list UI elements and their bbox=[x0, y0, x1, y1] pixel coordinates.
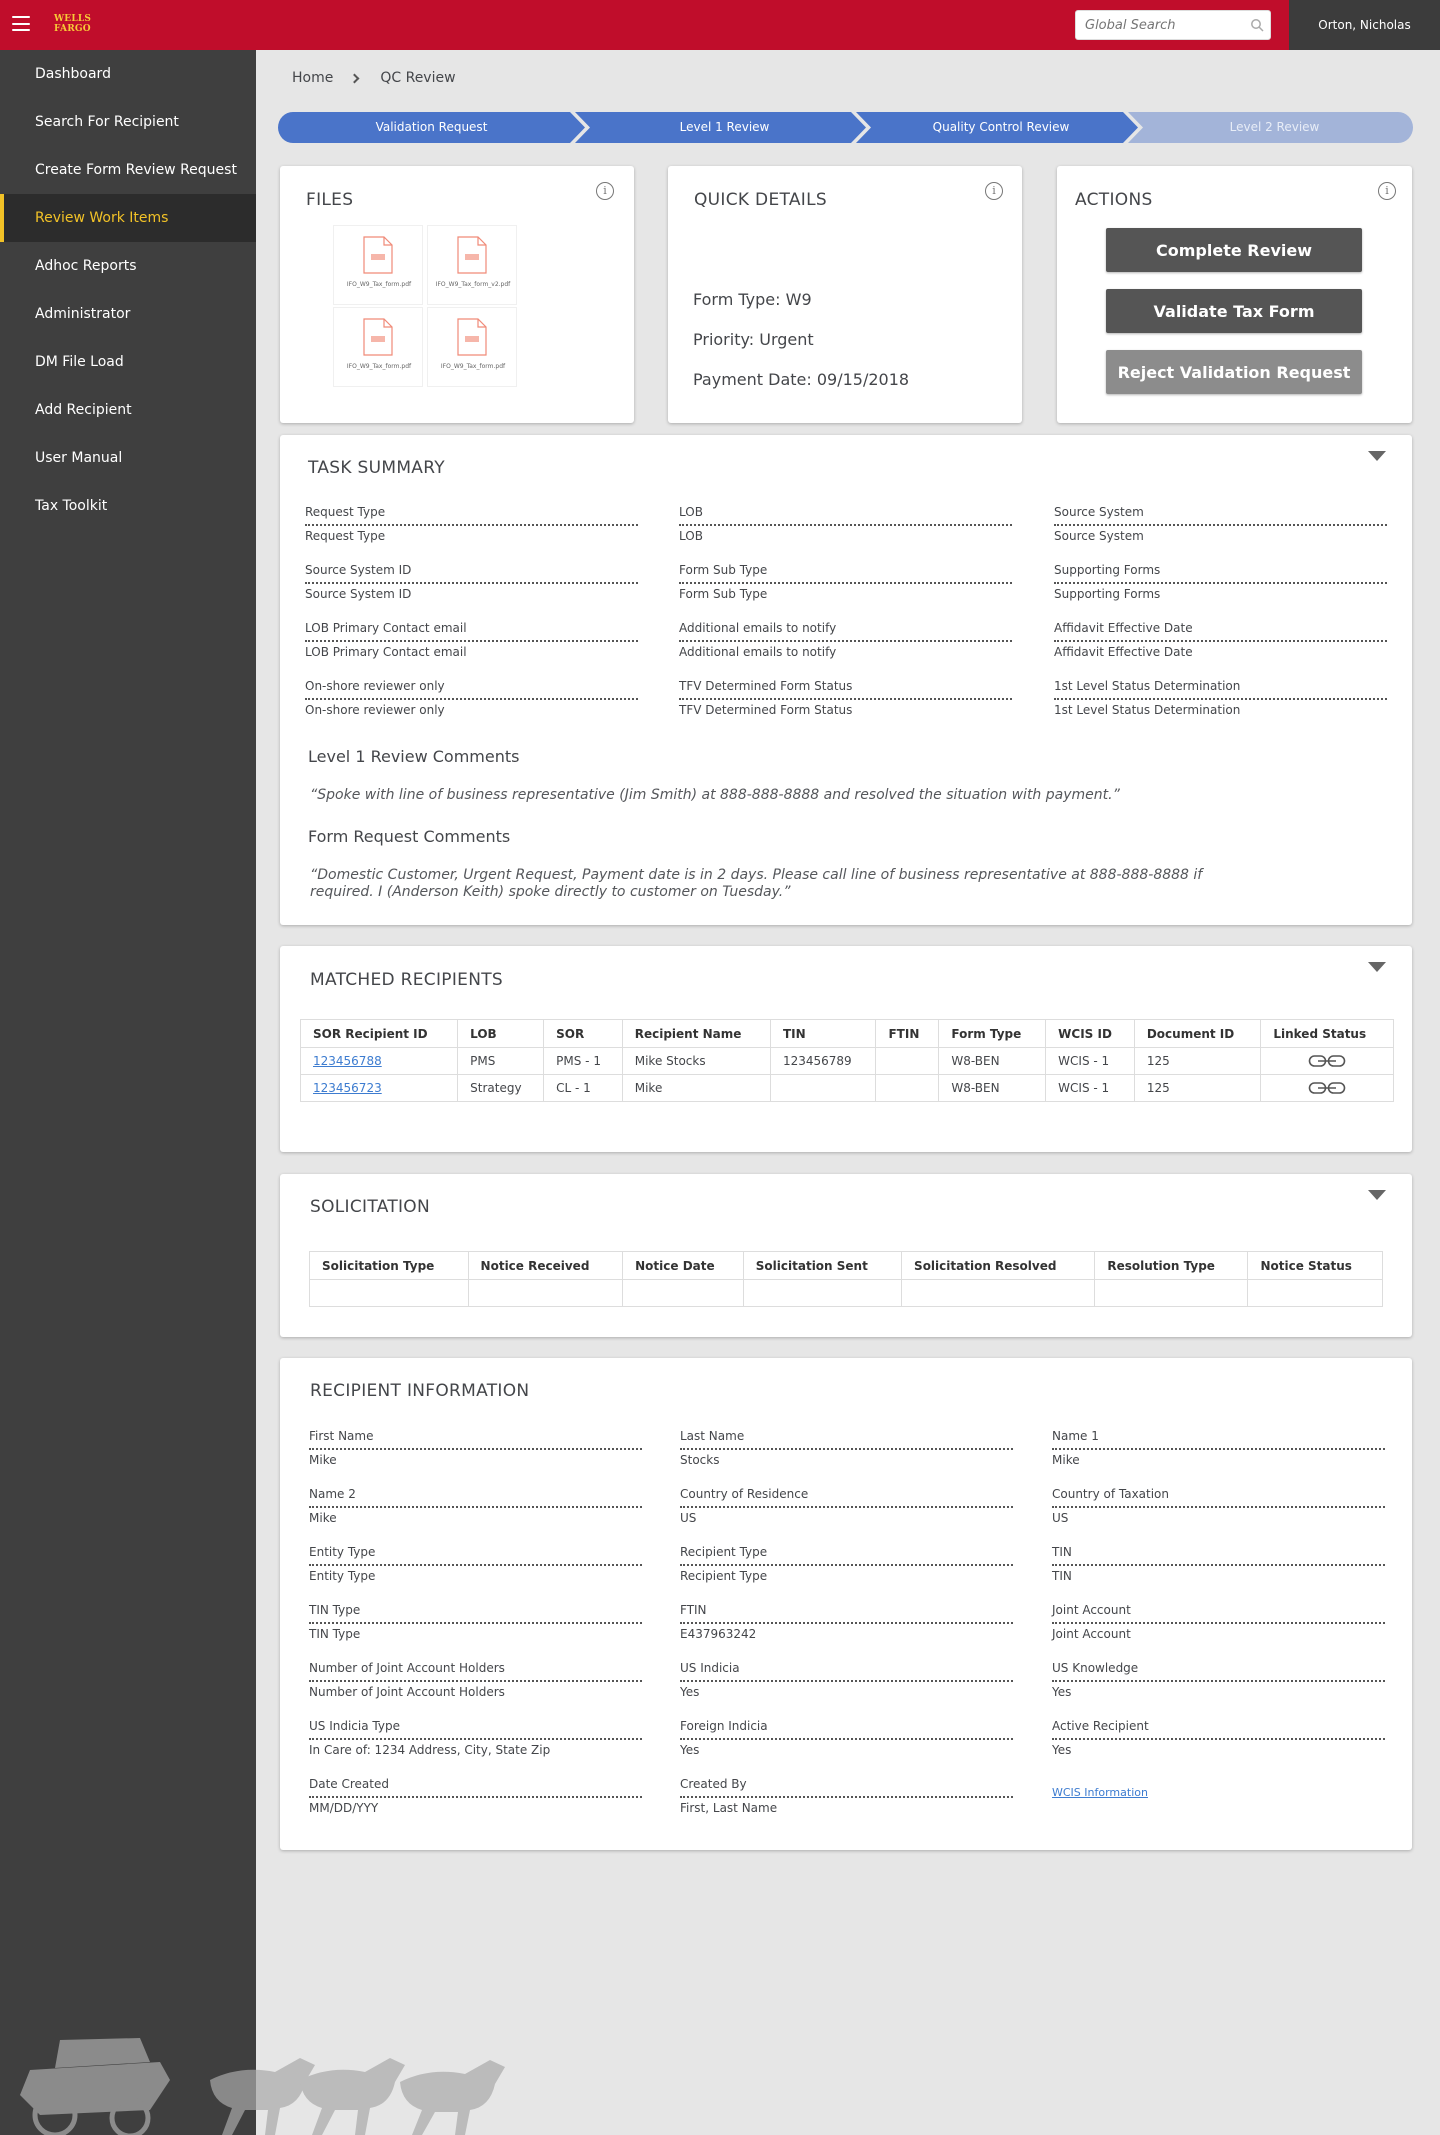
file-name: IFO_W9_Tax_form.pdf bbox=[346, 281, 412, 288]
matched-recipients-card bbox=[280, 946, 1412, 1152]
field-value: Recipient Type bbox=[680, 1569, 768, 1583]
field-label: Joint Account bbox=[1052, 1603, 1385, 1624]
info-icon[interactable]: i bbox=[985, 182, 1003, 200]
sidebar bbox=[0, 50, 256, 2135]
field-value: Request Type bbox=[305, 529, 386, 543]
sidebar-item-dashboard[interactable]: Dashboard bbox=[35, 66, 111, 82]
breadcrumb bbox=[292, 70, 456, 86]
step-level-2-review[interactable]: Level 2 Review bbox=[1229, 120, 1320, 134]
field-value: Yes bbox=[1052, 1685, 1072, 1699]
complete-review-button[interactable]: Complete Review bbox=[1106, 228, 1362, 272]
hamburger-menu-icon[interactable] bbox=[12, 16, 30, 31]
field-lob-primary-contact-email bbox=[305, 621, 638, 659]
column-header-solicitation-type[interactable]: Solicitation Type bbox=[310, 1252, 469, 1280]
table-cell bbox=[876, 1048, 939, 1075]
level-1-comments-heading: Level 1 Review Comments bbox=[308, 747, 520, 766]
column-header-document-id[interactable]: Document ID bbox=[1134, 1020, 1261, 1048]
sidebar-item-user-manual[interactable]: User Manual bbox=[35, 450, 123, 466]
column-header-sor[interactable]: SOR bbox=[544, 1020, 623, 1048]
field-label: TIN bbox=[1052, 1545, 1385, 1566]
recipient-information-card bbox=[280, 1358, 1412, 1850]
field-label: Additional emails to notify bbox=[679, 621, 1012, 642]
search-icon[interactable] bbox=[1250, 18, 1264, 32]
field-label: Country of Taxation bbox=[1052, 1487, 1385, 1508]
file-name: IFO_W9_Tax_form.pdf bbox=[346, 363, 412, 370]
table-cell bbox=[1248, 1280, 1383, 1307]
field-value: Mike bbox=[1052, 1453, 1080, 1467]
column-header-ftin[interactable]: FTIN bbox=[876, 1020, 939, 1048]
field-label: TIN Type bbox=[309, 1603, 642, 1624]
field-value: TIN Type bbox=[309, 1627, 361, 1641]
field-value: TFV Determined Form Status bbox=[679, 703, 853, 717]
field-first-name bbox=[309, 1429, 642, 1467]
column-header-wcis-id[interactable]: WCIS ID bbox=[1046, 1020, 1135, 1048]
field-name-2 bbox=[309, 1487, 642, 1525]
chevron-right-icon bbox=[350, 73, 360, 83]
table-cell: 125 bbox=[1134, 1048, 1261, 1075]
field-label: US Indicia bbox=[680, 1661, 1013, 1682]
table-header-row bbox=[310, 1252, 1383, 1280]
table-cell bbox=[902, 1280, 1095, 1307]
field-label: FTIN bbox=[680, 1603, 1013, 1624]
field-label: Name 1 bbox=[1052, 1429, 1385, 1450]
field-label: First Name bbox=[309, 1429, 642, 1450]
sidebar-item-tax-toolkit[interactable]: Tax Toolkit bbox=[35, 498, 108, 514]
field-affidavit-effective-date bbox=[1054, 621, 1387, 659]
quick-details-card bbox=[668, 166, 1022, 423]
field-value: Mike bbox=[309, 1511, 337, 1525]
task-summary-card bbox=[280, 435, 1412, 925]
form-request-comment-line-1: “Domestic Customer, Urgent Request, Payment date is in 2 days. Please call line of business representative at 888-888-8888 if bbox=[310, 867, 1203, 883]
breadcrumb-current: QC Review bbox=[380, 70, 456, 86]
info-icon[interactable]: i bbox=[596, 182, 614, 200]
field-source-system bbox=[1054, 505, 1387, 543]
field-entity-type bbox=[309, 1545, 642, 1583]
field-value: On-shore reviewer only bbox=[305, 703, 445, 717]
table-cell: Mike Stocks bbox=[622, 1048, 770, 1075]
field-form-sub-type bbox=[679, 563, 1012, 601]
field-label: Date Created bbox=[309, 1777, 642, 1798]
sidebar-item-search-for-recipient[interactable]: Search For Recipient bbox=[35, 114, 179, 130]
field-recipient-type bbox=[680, 1545, 1013, 1583]
actions-card bbox=[1057, 166, 1412, 423]
step-validation-request[interactable]: Validation Request bbox=[375, 120, 488, 134]
field-value: Mike bbox=[309, 1453, 337, 1467]
level-1-comment: “Spoke with line of business representative (Jim Smith) at 888-888-8888 and resolved the situation with payment.” bbox=[310, 787, 1120, 803]
global-search bbox=[1075, 10, 1271, 40]
field-value: Source System bbox=[1054, 529, 1144, 543]
field-label: US Knowledge bbox=[1052, 1661, 1385, 1682]
global-search-input[interactable] bbox=[1085, 11, 1245, 39]
sor-recipient-id-link[interactable]: 123456788 bbox=[313, 1054, 382, 1068]
field-label: Supporting Forms bbox=[1054, 563, 1387, 584]
field-label: Active Recipient bbox=[1052, 1719, 1385, 1740]
field-label: Form Sub Type bbox=[679, 563, 1012, 584]
column-header-notice-date[interactable]: Notice Date bbox=[623, 1252, 744, 1280]
collapse-caret-icon[interactable] bbox=[1368, 1190, 1386, 1200]
field-joint-account bbox=[1052, 1603, 1385, 1641]
field-ftin bbox=[680, 1603, 1013, 1641]
pdf-file-icon bbox=[457, 236, 487, 274]
file-name: IFO_W9_Tax_form.pdf bbox=[440, 363, 506, 370]
field-value: Stocks bbox=[680, 1453, 720, 1467]
field-request-type bbox=[305, 505, 638, 543]
form-request-comments-heading: Form Request Comments bbox=[308, 827, 511, 846]
field-foreign-indicia bbox=[680, 1719, 1013, 1757]
step-quality-control-review[interactable]: Quality Control Review bbox=[932, 120, 1070, 134]
field-1st-level-status-determination bbox=[1054, 679, 1387, 717]
sidebar-item-administrator[interactable]: Administrator bbox=[35, 306, 131, 322]
info-icon[interactable]: i bbox=[1378, 182, 1396, 200]
field-us-knowledge bbox=[1052, 1661, 1385, 1699]
priority: Priority: Urgent bbox=[693, 330, 814, 349]
linked-icon[interactable] bbox=[1308, 1081, 1346, 1095]
field-tfv-determined-form-status bbox=[679, 679, 1012, 717]
field-value: Yes bbox=[680, 1685, 700, 1699]
wcis-information-link[interactable]: WCIS Information bbox=[1052, 1786, 1148, 1799]
sidebar-item-dm-file-load[interactable]: DM File Load bbox=[35, 354, 124, 370]
field-label: Name 2 bbox=[309, 1487, 642, 1508]
table-row[interactable] bbox=[301, 1048, 1394, 1075]
field-value: 1st Level Status Determination bbox=[1054, 703, 1241, 717]
column-header-form-type[interactable]: Form Type bbox=[939, 1020, 1046, 1048]
field-value: Yes bbox=[1052, 1743, 1072, 1757]
field-name-1 bbox=[1052, 1429, 1385, 1467]
recipient-information-title: RECIPIENT INFORMATION bbox=[310, 1381, 530, 1401]
field-label: Source System ID bbox=[305, 563, 638, 584]
collapse-caret-icon[interactable] bbox=[1368, 962, 1386, 972]
field-label: TFV Determined Form Status bbox=[679, 679, 1012, 700]
field-label: Foreign Indicia bbox=[680, 1719, 1013, 1740]
field-label: LOB Primary Contact email bbox=[305, 621, 638, 642]
table-cell: CL - 1 bbox=[544, 1075, 623, 1102]
solicitation-table bbox=[309, 1251, 1383, 1307]
sor-recipient-id-link[interactable]: 123456723 bbox=[313, 1081, 382, 1095]
matched-recipients-table bbox=[300, 1019, 1394, 1102]
field-lob bbox=[679, 505, 1012, 543]
sidebar-item-adhoc-reports[interactable]: Adhoc Reports bbox=[35, 258, 137, 274]
field-label: Last Name bbox=[680, 1429, 1013, 1450]
pdf-file-icon bbox=[363, 236, 393, 274]
logo-line-2: FARGO bbox=[54, 24, 91, 34]
table-cell: W8-BEN bbox=[939, 1075, 1046, 1102]
column-header-sor-recipient-id[interactable]: SOR Recipient ID bbox=[301, 1020, 458, 1048]
field-supporting-forms bbox=[1054, 563, 1387, 601]
column-header-recipient-name[interactable]: Recipient Name bbox=[622, 1020, 770, 1048]
file-thumbnail[interactable] bbox=[333, 307, 423, 387]
table-cell bbox=[743, 1280, 901, 1307]
wells-fargo-logo[interactable] bbox=[54, 14, 91, 34]
field-label: Country of Residence bbox=[680, 1487, 1013, 1508]
field-value: Joint Account bbox=[1052, 1627, 1131, 1641]
top-bar bbox=[0, 0, 1440, 50]
field-label: Affidavit Effective Date bbox=[1054, 621, 1387, 642]
linked-icon[interactable] bbox=[1308, 1054, 1346, 1068]
field-label: LOB bbox=[679, 505, 1012, 526]
field-label: Created By bbox=[680, 1777, 1013, 1798]
table-cell: PMS bbox=[458, 1048, 544, 1075]
table-cell: WCIS - 1 bbox=[1046, 1048, 1135, 1075]
form-type: Form Type: W9 bbox=[693, 290, 812, 309]
column-header-lob[interactable]: LOB bbox=[458, 1020, 544, 1048]
field-us-indicia bbox=[680, 1661, 1013, 1699]
field-label: Request Type bbox=[305, 505, 638, 526]
validate-tax-form-button[interactable]: Validate Tax Form bbox=[1106, 289, 1362, 333]
column-header-solicitation-resolved[interactable]: Solicitation Resolved bbox=[902, 1252, 1095, 1280]
pdf-file-icon bbox=[363, 318, 393, 356]
field-label: Source System bbox=[1054, 505, 1387, 526]
payment-date: Payment Date: 09/15/2018 bbox=[693, 370, 910, 389]
field-label: On-shore reviewer only bbox=[305, 679, 638, 700]
table-row bbox=[310, 1280, 1383, 1307]
column-header-notice-status[interactable]: Notice Status bbox=[1248, 1252, 1383, 1280]
column-header-tin[interactable]: TIN bbox=[770, 1020, 876, 1048]
field-label: 1st Level Status Determination bbox=[1054, 679, 1387, 700]
sidebar-item-review-work-items[interactable]: Review Work Items bbox=[0, 194, 256, 242]
table-cell bbox=[623, 1280, 744, 1307]
solicitation-title: SOLICITATION bbox=[310, 1197, 431, 1217]
field-value: Additional emails to notify bbox=[679, 645, 837, 659]
table-cell: W8-BEN bbox=[939, 1048, 1046, 1075]
field-date-created bbox=[309, 1777, 642, 1815]
table-cell bbox=[468, 1280, 623, 1307]
field-value: Number of Joint Account Holders bbox=[309, 1685, 505, 1699]
file-name: IFO_W9_Tax_form_v2.pdf bbox=[435, 281, 511, 288]
field-value: Source System ID bbox=[305, 587, 412, 601]
column-header-notice-received[interactable]: Notice Received bbox=[468, 1252, 623, 1280]
file-thumbnail[interactable] bbox=[427, 307, 517, 387]
files-card bbox=[280, 166, 634, 423]
table-cell: 125 bbox=[1134, 1075, 1261, 1102]
field-tin bbox=[1052, 1545, 1385, 1583]
table-cell bbox=[310, 1280, 469, 1307]
user-menu[interactable]: Orton, Nicholas bbox=[1289, 0, 1440, 50]
field-country-of-residence bbox=[680, 1487, 1013, 1525]
field-value: First, Last Name bbox=[680, 1801, 778, 1815]
field-value: Yes bbox=[680, 1743, 700, 1757]
step-level-1-review[interactable]: Level 1 Review bbox=[679, 120, 770, 134]
table-cell: Mike bbox=[622, 1075, 770, 1102]
reject-validation-request-button[interactable]: Reject Validation Request bbox=[1106, 350, 1362, 394]
field-source-system-id bbox=[305, 563, 638, 601]
field-value: Entity Type bbox=[309, 1569, 376, 1583]
sidebar-item-create-form-review-request[interactable]: Create Form Review Request bbox=[35, 162, 237, 178]
sidebar-nav bbox=[0, 50, 256, 530]
table-cell bbox=[770, 1075, 876, 1102]
field-label: US Indicia Type bbox=[309, 1719, 642, 1740]
table-row[interactable] bbox=[301, 1075, 1394, 1102]
table-cell bbox=[301, 1048, 458, 1075]
file-thumbnail[interactable] bbox=[333, 225, 423, 305]
column-header-linked-status[interactable]: Linked Status bbox=[1261, 1020, 1394, 1048]
field-value: US bbox=[680, 1511, 697, 1525]
field-value: Affidavit Effective Date bbox=[1054, 645, 1193, 659]
breadcrumb-home[interactable]: Home bbox=[292, 70, 334, 86]
column-header-resolution-type[interactable]: Resolution Type bbox=[1095, 1252, 1248, 1280]
quick-details-title: QUICK DETAILS bbox=[694, 190, 827, 210]
form-request-comment-line-2: required. I (Anderson Keith) spoke directly to customer on Tuesday.” bbox=[310, 884, 791, 900]
table-cell bbox=[876, 1075, 939, 1102]
field-value: In Care of: 1234 Address, City, State Zip bbox=[309, 1743, 551, 1757]
table-cell bbox=[301, 1075, 458, 1102]
table-cell: WCIS - 1 bbox=[1046, 1075, 1135, 1102]
stagecoach-watermark bbox=[0, 2010, 545, 2135]
table-cell bbox=[1261, 1048, 1394, 1075]
field-number-of-joint-account-holders bbox=[309, 1661, 642, 1699]
field-active-recipient bbox=[1052, 1719, 1385, 1757]
task-summary-title: TASK SUMMARY bbox=[308, 458, 445, 478]
solicitation-card bbox=[280, 1174, 1412, 1337]
column-header-solicitation-sent[interactable]: Solicitation Sent bbox=[743, 1252, 901, 1280]
table-cell bbox=[1261, 1075, 1394, 1102]
logo-line-1: WELLS bbox=[54, 14, 92, 24]
field-value: US bbox=[1052, 1511, 1069, 1525]
workflow-stepper bbox=[278, 112, 1413, 143]
pdf-file-icon bbox=[457, 318, 487, 356]
field-label: Number of Joint Account Holders bbox=[309, 1661, 642, 1682]
table-header-row bbox=[301, 1020, 1394, 1048]
field-tin-type bbox=[309, 1603, 642, 1641]
field-additional-emails-to-notify bbox=[679, 621, 1012, 659]
field-us-indicia-type bbox=[309, 1719, 642, 1757]
field-value: MM/DD/YYY bbox=[309, 1801, 379, 1815]
field-value: Form Sub Type bbox=[679, 587, 768, 601]
table-cell: Strategy bbox=[458, 1075, 544, 1102]
field-created-by bbox=[680, 1777, 1013, 1815]
field-value: E437963242 bbox=[680, 1627, 757, 1641]
table-cell: 123456789 bbox=[770, 1048, 876, 1075]
field-label: Recipient Type bbox=[680, 1545, 1013, 1566]
field-value: LOB Primary Contact email bbox=[305, 645, 467, 659]
field-label: Entity Type bbox=[309, 1545, 642, 1566]
field-on-shore-reviewer-only bbox=[305, 679, 638, 717]
field-value: TIN bbox=[1052, 1569, 1072, 1583]
field-last-name bbox=[680, 1429, 1013, 1467]
matched-recipients-title: MATCHED RECIPIENTS bbox=[310, 970, 503, 990]
field-country-of-taxation bbox=[1052, 1487, 1385, 1525]
table-cell bbox=[1095, 1280, 1248, 1307]
collapse-caret-icon[interactable] bbox=[1368, 451, 1386, 461]
file-thumbnail[interactable] bbox=[427, 225, 517, 305]
sidebar-item-add-recipient[interactable]: Add Recipient bbox=[35, 402, 132, 418]
field-value: LOB bbox=[679, 529, 703, 543]
files-title: FILES bbox=[306, 190, 354, 210]
actions-title: ACTIONS bbox=[1075, 190, 1153, 210]
table-cell: PMS - 1 bbox=[544, 1048, 623, 1075]
field-value: Supporting Forms bbox=[1054, 587, 1161, 601]
